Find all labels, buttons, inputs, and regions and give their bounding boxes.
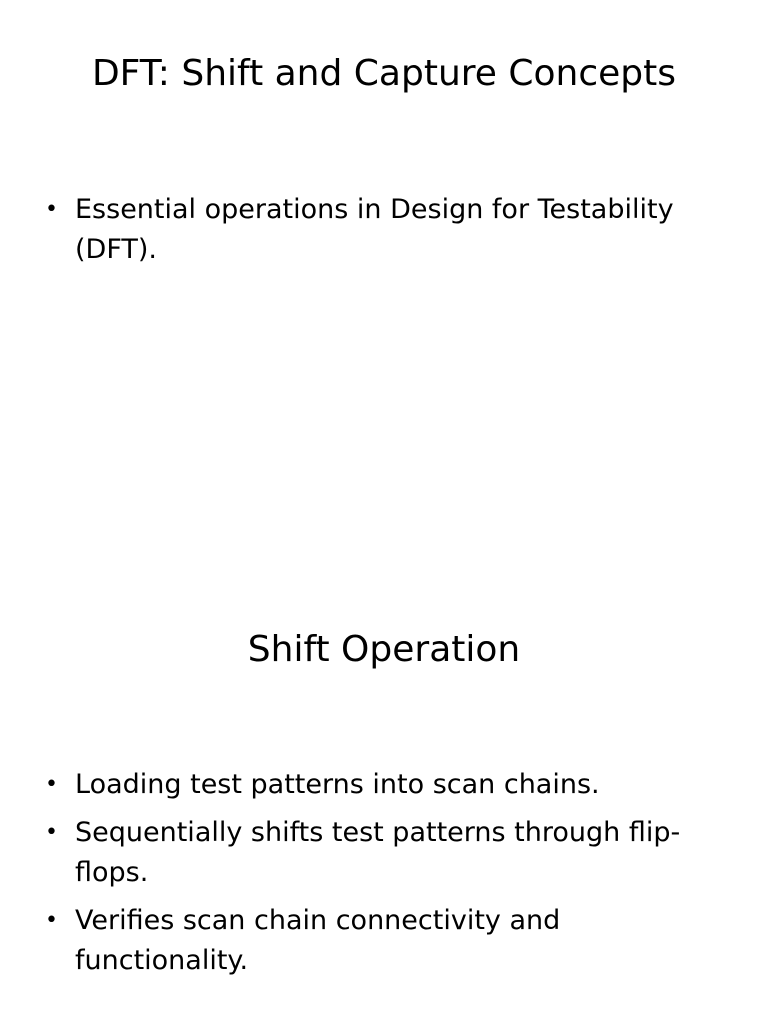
bullet-text: Verifies scan chain connectivity and functionality.: [75, 905, 561, 976]
slide-title: DFT: Shift and Capture Concepts: [91, 53, 677, 94]
bullet-item: [45, 765, 705, 805]
bullet-dot-icon: •: [45, 197, 58, 222]
bullet-text: Essential operations in Design for Testability (DFT).: [75, 194, 674, 265]
bullet-list: [45, 765, 705, 989]
bullet-list: [45, 190, 705, 278]
bullet-item: [45, 901, 705, 981]
bullet-dot-icon: •: [45, 908, 58, 933]
slide-title: Shift Operation: [247, 629, 521, 670]
bullet-dot-icon: •: [45, 820, 58, 845]
bullet-text: Sequentially shifts test patterns through flip-flops.: [75, 817, 681, 888]
slide-2: [0, 512, 768, 1024]
bullet-item: [45, 813, 705, 893]
bullet-item: [45, 190, 705, 270]
bullet-dot-icon: •: [45, 772, 58, 797]
bullet-text: Loading test patterns into scan chains.: [75, 769, 600, 800]
